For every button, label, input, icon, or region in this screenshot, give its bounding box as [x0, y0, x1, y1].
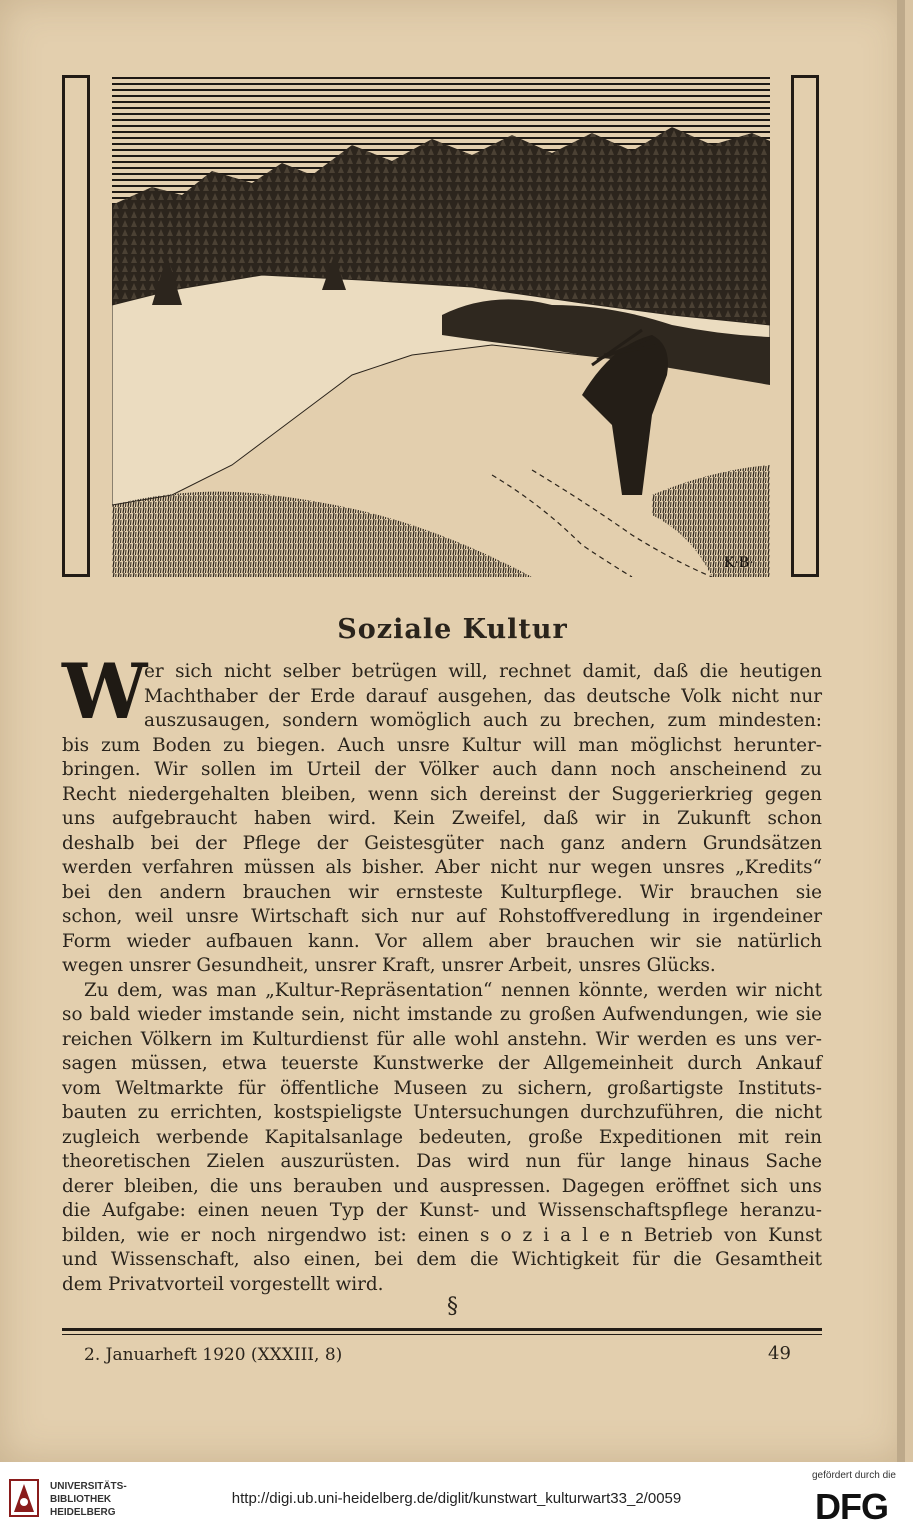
institution-line: HEIDELBERG	[50, 1507, 116, 1518]
institution-line: BIBLIOTHEK	[50, 1494, 112, 1505]
text-line: bauten zu errichten, kostspieligste Untersuchungen durchzuführen, die nicht	[62, 1102, 822, 1123]
text-line: werden verfahren müssen als bisher. Aber nicht nur wegen unsres „Kredits“	[62, 857, 822, 878]
text-line: bilden, wie er noch nirgendwo ist: einen s o z i a l e n Betrieb von Kunst	[62, 1224, 822, 1246]
text-line: derer bleiben, die uns berauben und auspressen. Dagegen eröffnet sich uns	[62, 1175, 822, 1197]
text-line: schon, weil unsre Wirtschaft sich nur auf Rohstoffveredlung in irgendeiner	[62, 906, 822, 927]
page-number: 49	[768, 1343, 791, 1364]
drop-cap: W	[62, 647, 148, 736]
text-line: und Wissenschaft, also einen, bei dem die Wichtigkeit für die Gesamtheit	[62, 1249, 822, 1270]
footer-rule-thin	[62, 1334, 822, 1335]
text-line: die Aufgabe: einen neuen Typ der Kunst- und Wissenschaftspflege heranzu-	[62, 1200, 822, 1221]
end-ornament: §	[447, 1294, 458, 1319]
text-line: reichen Völkern im Kulturdienst für alle wohl anstehn. Wir werden es uns ver-	[62, 1028, 822, 1050]
dfg-logo: DFG	[815, 1486, 888, 1527]
text-line: uns aufgebraucht haben wird. Kein Zweifel, daß wir in Zukunft schon	[62, 808, 822, 829]
text-line: Form wieder aufbauen kann. Vor allem aber brauchen wir sie natürlich	[62, 930, 822, 952]
text-line: Zu dem, was man „Kultur-Repräsentation“ nennen könnte, werden wir nicht	[84, 979, 822, 1001]
text-line: sagen müssen, etwa teuerste Kunstwerke der Allgemeinheit durch Ankauf	[62, 1053, 822, 1074]
text-line: Recht niedergehalten bleiben, wenn sich dereinst der Suggerierkrieg gegen	[62, 783, 822, 805]
permalink-url[interactable]: http://digi.ub.uni-heidelberg.de/diglit/kunstwart_kulturwart33_2/0059	[231, 1490, 682, 1507]
text-line: zugleich werbende Kapitalsanlage bedeuten, große Expeditionen mit rein	[62, 1126, 822, 1148]
text-line: so bald wieder imstande sein, nicht imstande zu großen Aufwendungen, wie sie	[62, 1004, 822, 1025]
text-line: er sich nicht selber betrügen will, rechnet damit, daß die heutigen	[144, 661, 822, 682]
article-title: Soziale Kultur	[337, 614, 568, 645]
text-line: Machthaber der Erde darauf ausgehen, das deutsche Volk nicht nur	[144, 685, 822, 707]
artist-signature: K·B·	[724, 555, 754, 571]
text-line: auszusaugen, sondern womöglich auch zu brechen, zum mindesten:	[144, 710, 822, 731]
text-line: deshalb bei der Pflege der Geistesgüter nach ganz andern Grundsätzen	[62, 832, 822, 854]
text-line: bringen. Wir sollen im Urteil der Völker auch dann noch anscheinend zu	[62, 759, 822, 780]
right-frame-bar	[791, 75, 819, 577]
text-line: bei den andern brauchen wir ernsteste Kulturpflege. Wir brauchen sie	[62, 881, 822, 903]
text-line: theoretischen Zielen auszurüsten. Das wird nun für lange hinaus Sache	[62, 1151, 822, 1172]
text-line: wegen unsrer Gesundheit, unsrer Kraft, unsrer Arbeit, unsres Glücks.	[62, 955, 716, 976]
left-frame-bar	[62, 75, 90, 577]
sponsor-label: gefördert durch die	[812, 1470, 896, 1481]
text-line: bis zum Boden zu biegen. Auch unsre Kultur will man möglichst herunter-	[62, 734, 822, 756]
footer-rule-thick	[62, 1328, 822, 1331]
paragraph-2	[62, 979, 822, 1298]
text-line: vom Weltmarkte für öffentliche Museen zu sichern, großartigste Instituts-	[62, 1077, 822, 1099]
page-edge	[897, 0, 905, 1462]
text-line: dem Privatvorteil vorgestellt wird.	[62, 1273, 384, 1295]
issue-info: 2. Januarheft 1920 (XXXIII, 8)	[84, 1345, 343, 1365]
paragraph-1	[62, 647, 822, 979]
article-body	[62, 647, 822, 1297]
landscape-woodcut-illustration	[112, 75, 770, 577]
institution-line: UNIVERSITÄTS-	[50, 1481, 127, 1492]
digitization-footer-bar	[0, 1462, 913, 1536]
